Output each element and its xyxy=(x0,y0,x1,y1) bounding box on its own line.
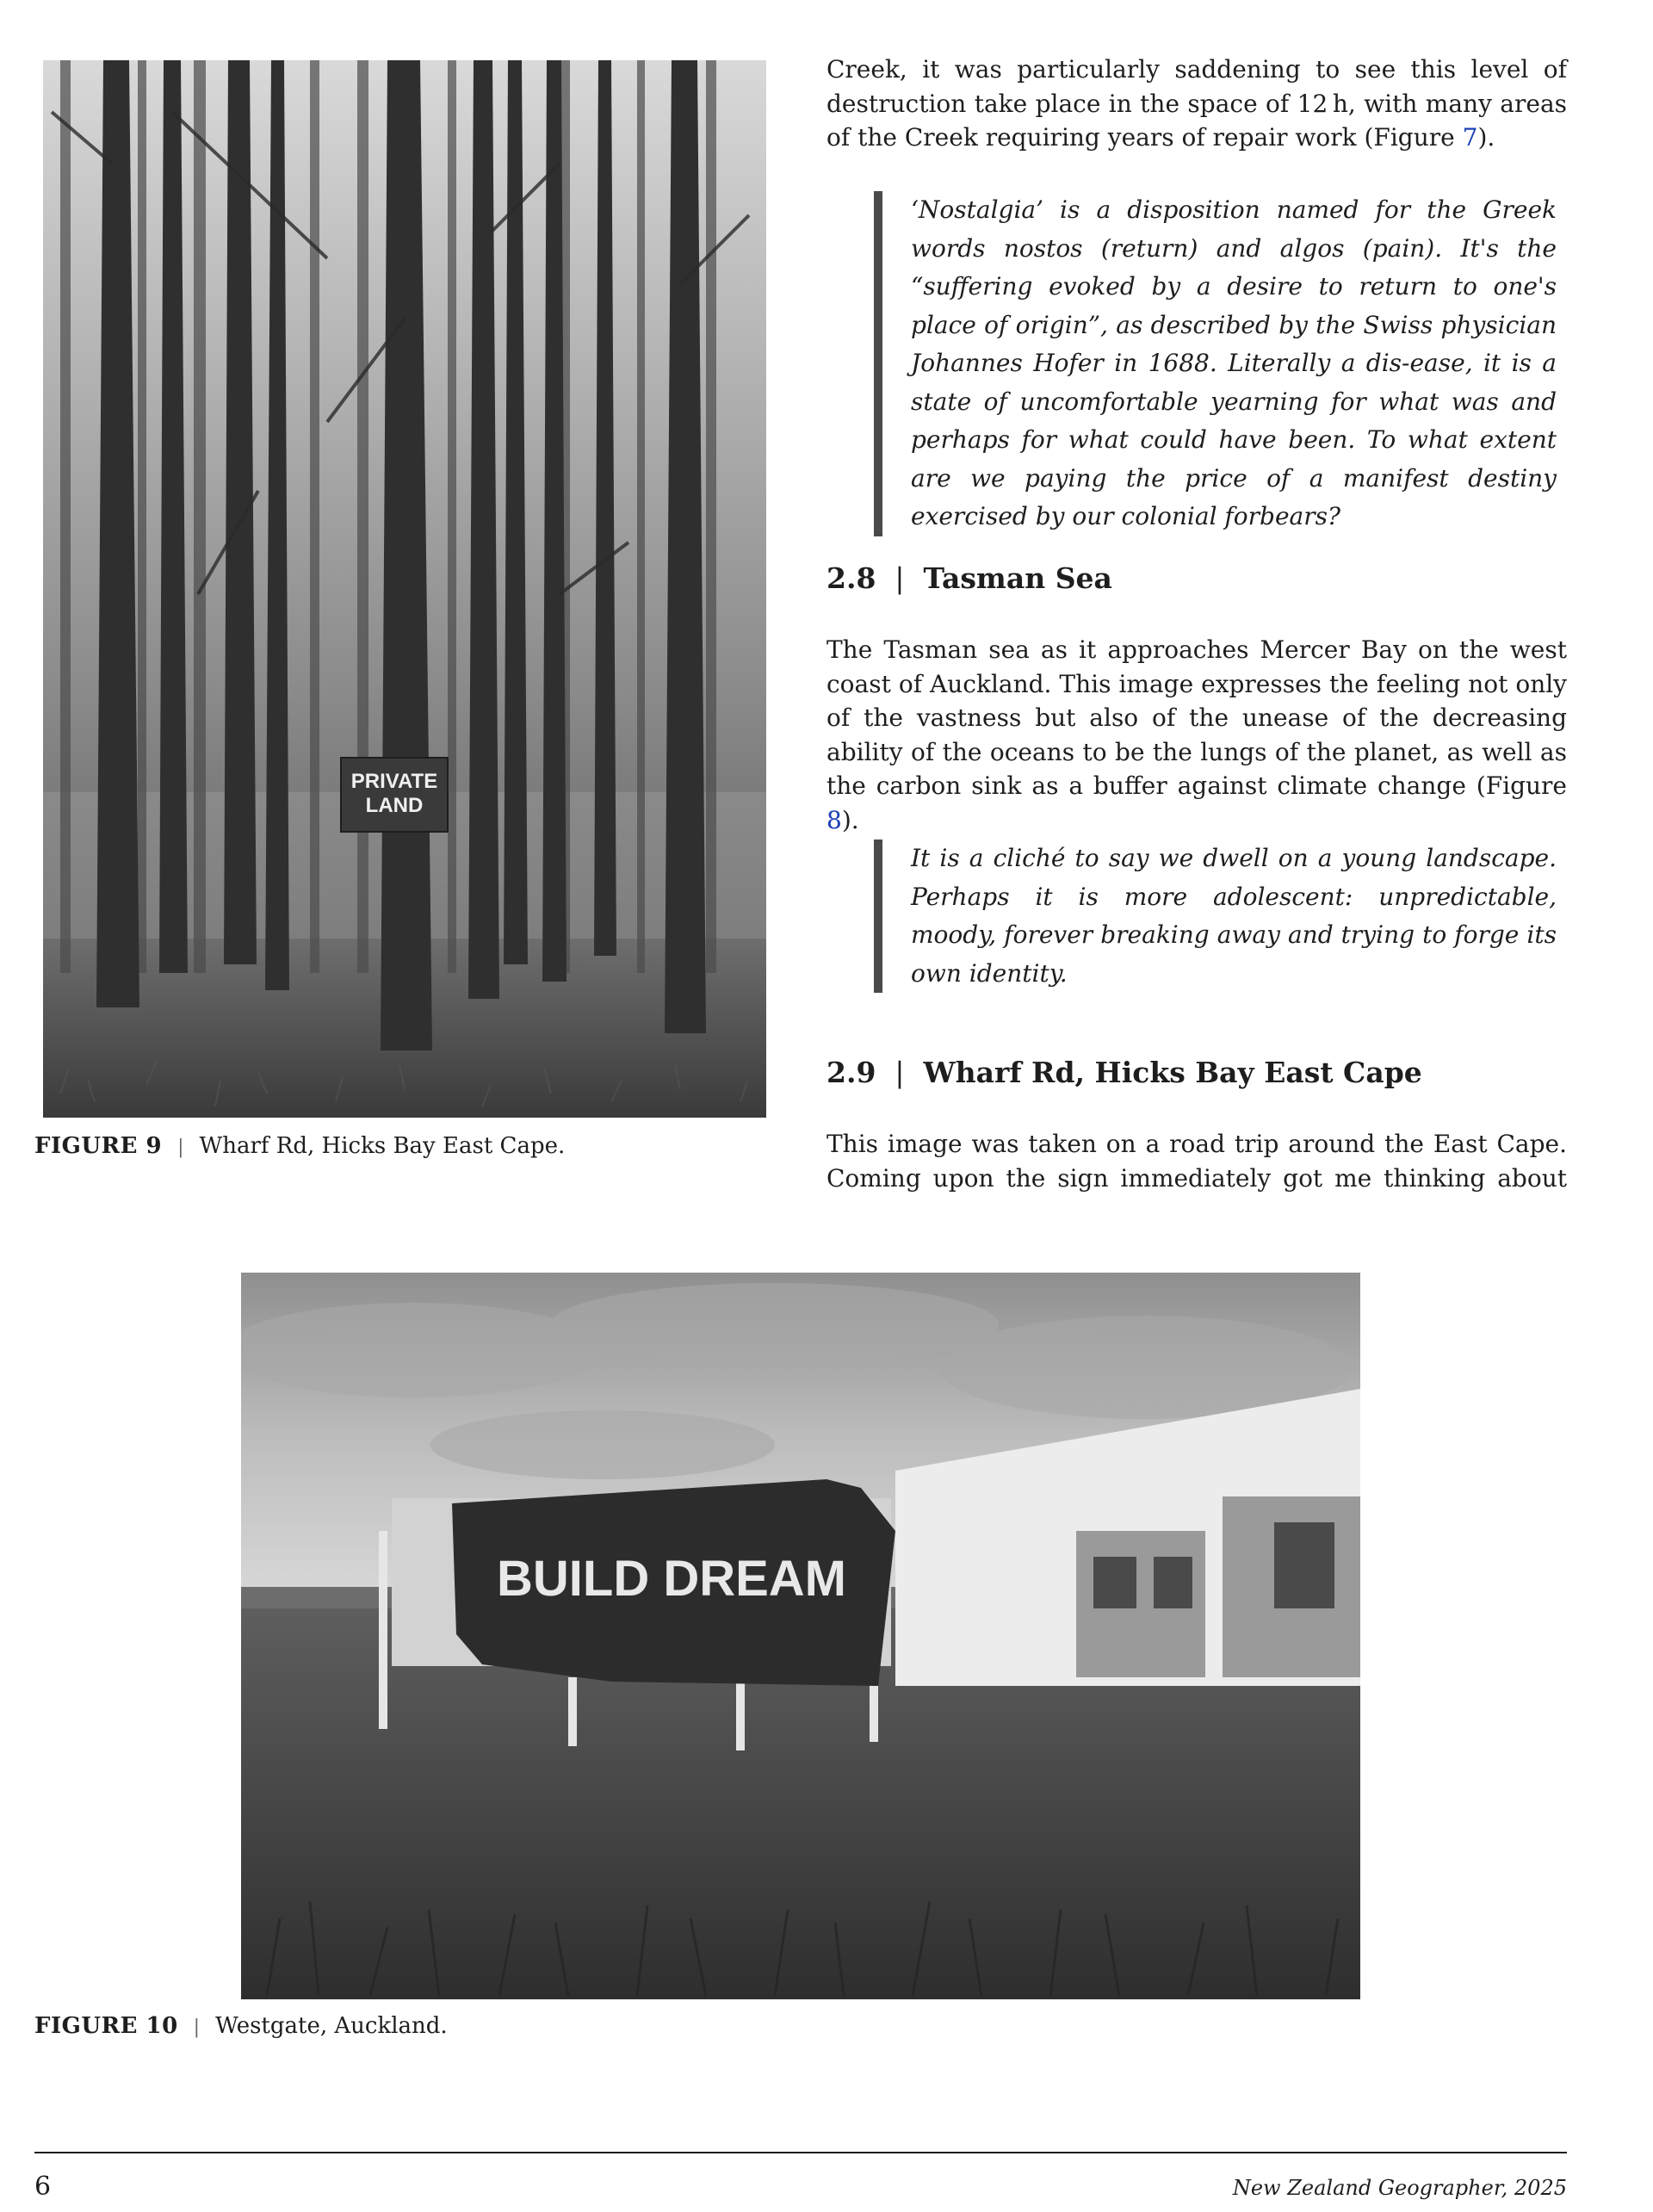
section-number: 2.8 xyxy=(826,561,876,595)
paragraph-tasman-text: The Tasman sea as it approaches Mercer Bay on the west coast of Auckland. This image expresses the feeling not only of the vastness but also of the unease of the decreasing ability of the oceans to be the lungs of the planet, as well as the carbon sink as a buffer against climate change (Figure xyxy=(826,635,1567,800)
figure-9-photo xyxy=(43,60,766,1118)
figure-9-label: FIGURE 9 xyxy=(34,1133,163,1159)
caption-separator: | xyxy=(177,1137,184,1158)
figure-10-caption-text: Westgate, Auckland. xyxy=(215,2013,448,2039)
section-number: 2.9 xyxy=(826,1056,876,1089)
figure-10-photo xyxy=(241,1273,1360,1999)
forest-illustration xyxy=(43,60,766,1118)
landscape-quote: It is a cliché to say we dwell on a young landscape. Perhaps it is more adolescent: unpredictable, moody, forever breaking away and trying to forge its own identity. xyxy=(874,840,1557,993)
private-land-sign xyxy=(341,758,448,832)
figure-10-caption xyxy=(34,2013,448,2039)
section-title: Tasman Sea xyxy=(923,561,1112,595)
figure-10-label: FIGURE 10 xyxy=(34,2013,178,2039)
paragraph-tasman xyxy=(826,633,1567,837)
sign-word: LAND xyxy=(365,794,424,817)
caption-separator: | xyxy=(193,2017,201,2038)
paragraph-creek-end: ). xyxy=(1477,123,1495,152)
section-title: Wharf Rd, Hicks Bay East Cape xyxy=(923,1056,1422,1089)
figure-9-caption xyxy=(34,1133,565,1159)
nostalgia-quote: ‘Nostalgia’ is a disposition named for the Greek words nostos (return) and algos (pain). It's the “suffering evoked by a desire to return to one's place of origin”, as described by the Swiss physician Johannes Hofer in 1688. Literally a dis-ease, it is a state of uncomfortable yearning for what was and perhaps for what could have been. To what extent are we paying the price of a manifest destiny exercised by our colonial forbears? xyxy=(874,191,1557,536)
section-2-8-heading xyxy=(826,561,1112,595)
section-separator: | xyxy=(895,1056,905,1089)
footer-divider xyxy=(34,2152,1567,2153)
figure-9-caption-text: Wharf Rd, Hicks Bay East Cape. xyxy=(199,1133,566,1159)
figure-8-link[interactable]: 8 xyxy=(826,805,842,834)
figure-7-link[interactable]: 7 xyxy=(1462,123,1478,152)
paragraph-tasman-end: ). xyxy=(841,805,859,834)
sign-word: PRIVATE xyxy=(350,770,438,793)
section-2-9-heading xyxy=(826,1056,1422,1089)
page-number: 6 xyxy=(34,2172,52,2202)
paragraph-east-cape: This image was taken on a road trip around the East Cape. Coming upon the sign immediately got me thinking about xyxy=(826,1130,1567,1193)
banner-text: BUILD DREAM xyxy=(497,1551,846,1607)
paragraph-creek xyxy=(826,53,1567,155)
billboard-illustration xyxy=(241,1273,1360,1999)
paragraph-creek-text: Creek, it was particularly saddening to see this level of destruction take place in the space of 12 h, with many areas of the Creek requiring years of repair work (Figure xyxy=(826,55,1567,152)
section-separator: | xyxy=(895,561,905,595)
journal-name: New Zealand Geographer, 2025 xyxy=(1232,2176,1567,2200)
